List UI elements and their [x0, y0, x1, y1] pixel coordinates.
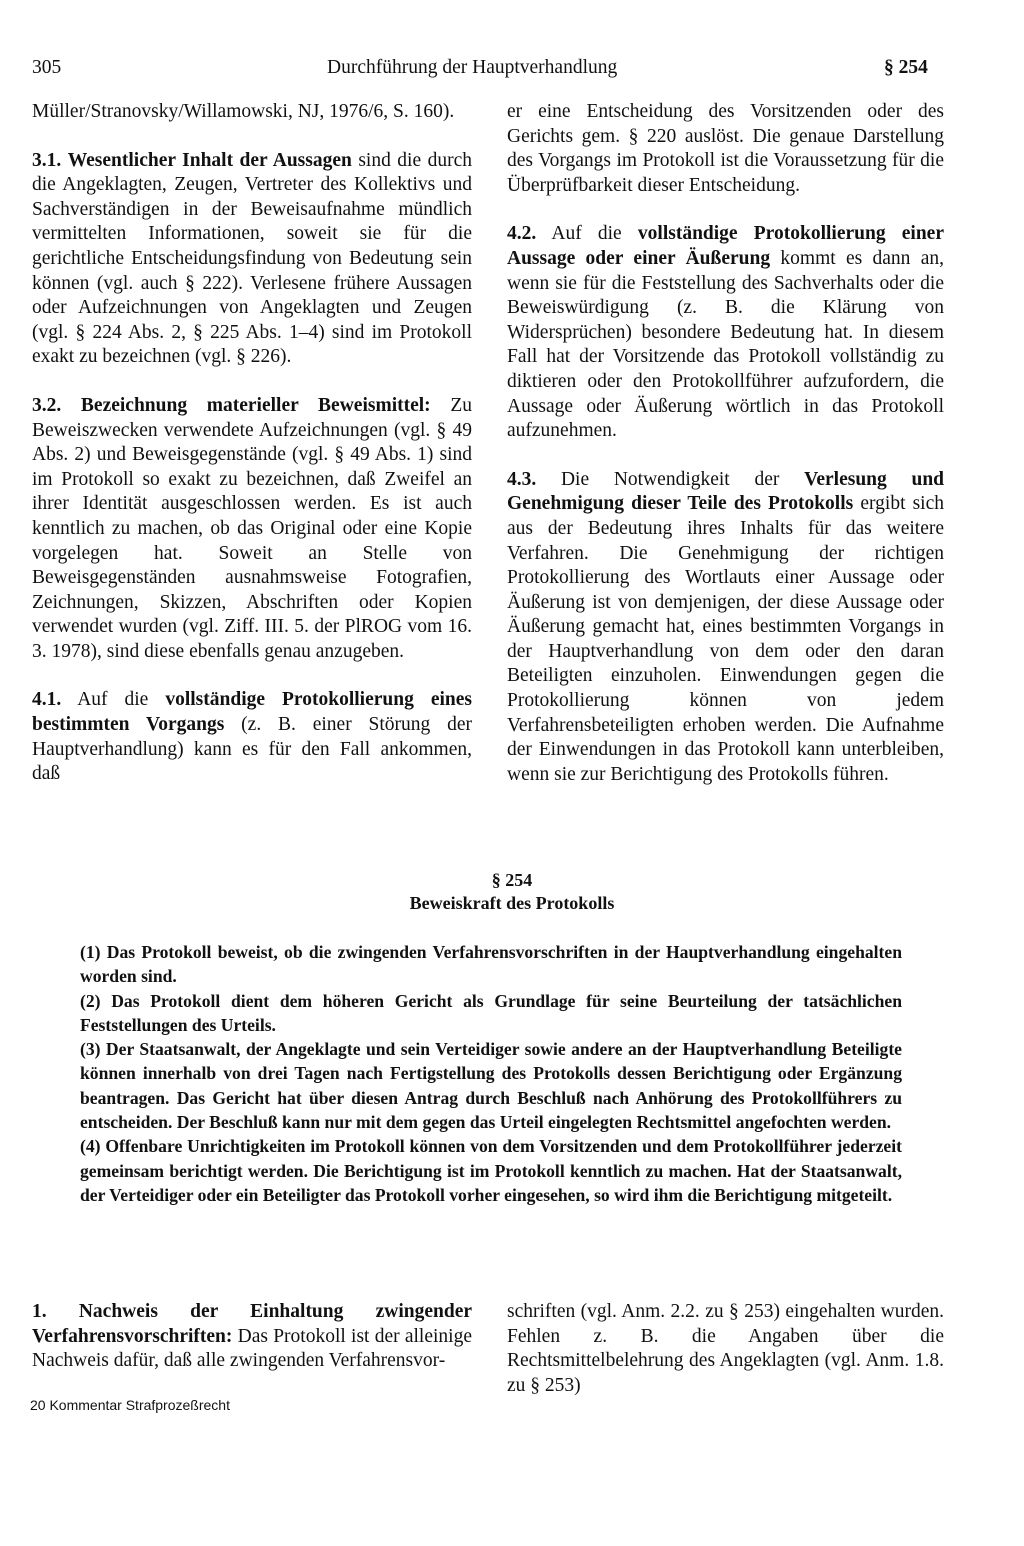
annotation-right-column [507, 1300, 944, 1422]
paragraph-number: 4.2. [507, 223, 537, 245]
right-column [507, 100, 944, 811]
paragraph-number: 1. [32, 1301, 47, 1322]
left-column [32, 100, 472, 811]
paragraph-4-1: 4.1. Auf die vollständige Protokollierung eines bestimmten Vorgangs (z. B. einer Störung der Hauptverhandlung) kann es für den Fall ankommen, daß [32, 689, 472, 785]
statute-text [80, 940, 902, 1207]
paragraph-heading: Wesentlicher Inhalt der Aussagen [67, 149, 352, 171]
paragraph-heading: vollständige Protokollierung eines bestimmten Vorgangs [32, 689, 472, 736]
paragraph-heading: Nachweis der Einhaltung zwingender Verfahrensvorschriften: [32, 1301, 472, 1347]
paragraph-heading: Verlesung und Genehmigung dieser Teile des Protokolls [507, 468, 945, 515]
sheet-signature: 20 Kommentar Strafprozeßrecht [30, 1397, 230, 1413]
statute-paragraph-4: (4) Offenbare Unrichtigkeiten im Protokoll können von dem Vorsitzenden und dem Protokollführer jederzeit gemeinsam berichtigt werden. Die Berichtigung ist im Protokoll kenntlich zu machen. Hat der Staatsanwalt, der Verteidiger oder ein Beteiligter das Protokoll vorher eingesehen, so wird ihm die Berichtigung mitgeteilt. [80, 1136, 902, 1205]
annotation-continuation: schriften (vgl. Anm. 2.2. zu § 253) eingehalten wurden. Fehlen z. B. die Angaben über die Rechtsmittelbelehrung des Angeklagten (vgl. Anm. 1.8. zu § 253) [507, 1301, 944, 1396]
paragraph-citation-end: Müller/Stranovsky/Willamowski, NJ, 1976/6, S. 160). [32, 101, 455, 122]
statute-paragraph-2: (2) Das Protokoll dient dem höheren Gericht als Grundlage für seine Beurteilung der tatsächlichen Feststellungen des Urteils. [80, 990, 902, 1035]
law-section-number: § 254 [491, 870, 533, 890]
page-number: 305 [32, 57, 62, 78]
paragraph-number: 4.1. [32, 689, 62, 711]
annotation-left-column [32, 1300, 472, 1398]
running-title: Durchführung der Hauptverhandlung [327, 57, 618, 78]
paragraph-number: 3.2. [32, 394, 62, 416]
paragraph-continuation: er eine Entscheidung des Vorsitzenden oder des Gerichts gem. § 220 auslöst. Die genaue Darstellung des Vorgangs im Protokoll ist die Voraussetzung für die Überprüfbarkeit dieser Entscheidung. [507, 101, 944, 196]
paragraph-4-2: 4.2. Auf die vollständige Protokollierung einer Aussage oder einer Äußerung kommt es dann an, wenn sie für die Feststellung des Sachverhalts oder die Beweiswürdigung (z. B. die Klärung von Widersprüchen) besondere Bedeutung hat. In diesem Fall hat der Vorsitzende das Protokoll vollständig zu diktieren oder den Protokollführer aufzufordern, die Aussage oder Äußerung wörtlich in das Protokoll aufzunehmen. [507, 223, 945, 442]
paragraph-number: 4.3. [507, 468, 537, 490]
annotation-paragraph-1: 1. Nachweis der Einhaltung zwingender Verfahrensvorschriften: Das Protokoll ist der alleinige Nachweis dafür, daß alle zwingenden Verfahrensvor- [32, 1301, 472, 1372]
statute-paragraph-3: (3) Der Staatsanwalt, der Angeklagte und sein Verteidiger sowie andere an der Hauptverhandlung Beteiligte können innerhalb von drei Tagen nach Fertigstellung des Protokolls dessen Berichtigung oder Ergänzung beantragen. Das Gericht hat über diesen Antrag durch Beschluß nach Anhörung des Protokollführers zu entscheiden. Der Beschluß kann nur mit dem gegen das Urteil eingelegten Rechtsmittel angefochten werden. [80, 1039, 902, 1133]
paragraph-4-3: 4.3. Die Notwendigkeit der Verlesung und Genehmigung dieser Teile des Protokolls ergibt sich aus der Bedeutung ihres Inhalts für das weitere Verfahren. Die Genehmigung der richtigen Protokollierung des Wortlauts einer Aussage oder Äußerung ist von demjenigen, der diese Aussage oder Äußerung gemacht hat, eines bestimmten Vorgangs in der Hauptverhandlung von dem oder den daran Beteiligten einzuholen. Einwendungen gegen die Protokollierung können von jedem Verfahrensbeteiligten erhoben werden. Die Aufnahme der Einwendungen in das Protokoll kann unterbleiben, wenn sie zur Berichtigung des Protokolls führen. [507, 468, 945, 785]
statute-paragraph-1: (1) Das Protokoll beweist, ob die zwingenden Verfahrensvorschriften in der Hauptverhandlung eingehalten worden sind. [80, 942, 902, 987]
paragraph-number: 3.1. [32, 149, 62, 171]
paragraph-3-2: 3.2. Bezeichnung materieller Beweismittel: Zu Beweiszwecken verwendete Aufzeichnungen (vgl. § 49 Abs. 2) und Beweisgegenstände (vgl. § 49 Abs. 1) sind im Protokoll so exakt zu bezeichnen, daß Zweifel an ihrer Identität ausgeschlossen werden. Es ist auch kenntlich zu machen, ob das Original oder eine Kopie vorgelegen hat. Soweit an Stelle von Beweisgegenständen ausnahmsweise Fotografien, Zeichnungen, Skizzen, Abschriften oder Kopien verwendet wurden (vgl. Ziff. III. 5. der PlROG vom 16. 3. 1978), sind diese ebenfalls genau anzugeben. [32, 394, 472, 662]
law-section-title: Beweiskraft des Protokolls [409, 893, 615, 913]
header-section: § 254 [884, 57, 928, 78]
paragraph-heading: Bezeichnung materieller Beweismittel: [80, 394, 431, 416]
paragraph-3-1: 3.1. Wesentlicher Inhalt der Aussagen sind die durch die Angeklagten, Zeugen, Vertreter des Kollektivs und Sachverständigen in der Beweisaufnahme mündlich vermittelten Informationen, soweit sie für die gerichtliche Entscheidungsfindung von Bedeutung sein können (vgl. auch § 222). Verlesene frühere Aussagen oder Aufzeichnungen von Angeklagten und Zeugen (vgl. § 224 Abs. 2, § 225 Abs. 1–4) sind im Protokoll exakt zu bezeichnen (vgl. § 226). [32, 149, 472, 368]
paragraph-heading: vollständige Protokollierung einer Aussage oder einer Äußerung [507, 223, 944, 269]
